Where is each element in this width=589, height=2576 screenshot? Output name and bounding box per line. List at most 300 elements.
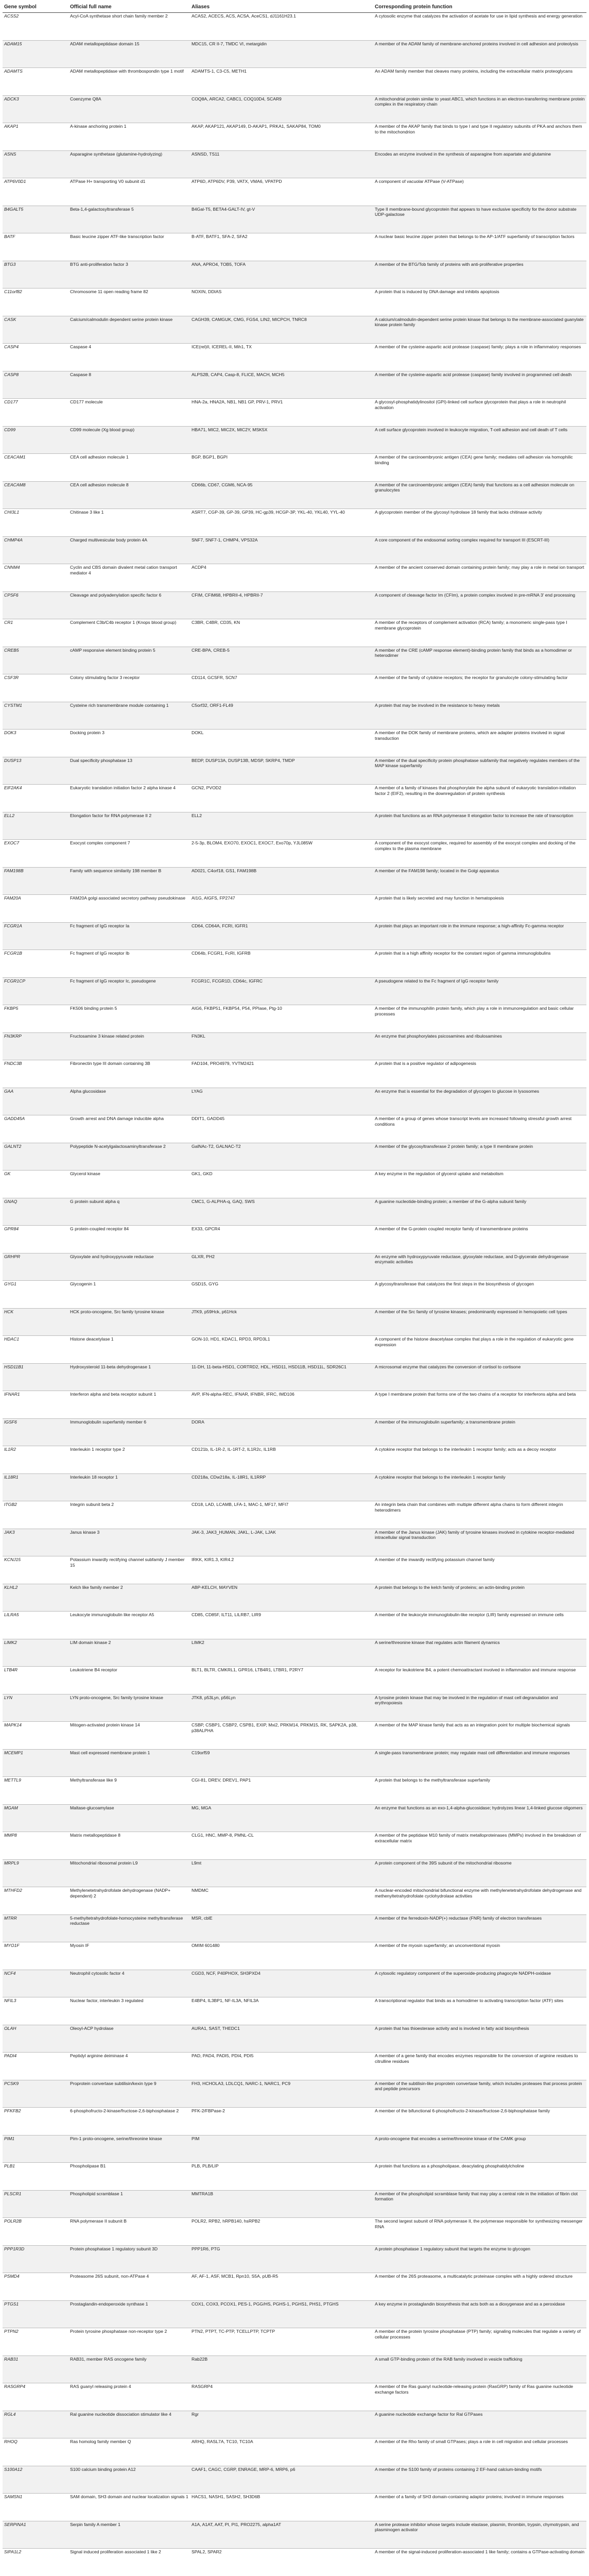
aliases-cell: CGI-81, DREV, DREV1, PAP1	[190, 1777, 373, 1805]
gene-symbol-cell: IFNAR1	[3, 1391, 68, 1419]
table-row	[3, 2466, 586, 2494]
official-name-cell: Basic leucine zipper ATF-like transcription factor	[68, 233, 190, 261]
function-cell: A member of the myosin superfamily; an unconventional myosin	[373, 1942, 586, 1970]
official-name-cell: Oleoyl-ACP hydrolase	[68, 2025, 190, 2053]
gene-symbol-cell: AKAP1	[3, 123, 68, 151]
header-aliases: Aliases	[190, 3, 373, 13]
aliases-cell: JAK-3, JAK3_HUMAN, JAKL, L-JAK, LJAK	[190, 1529, 373, 1556]
official-name-cell: Fc fragment of IgG receptor Ia	[68, 922, 190, 950]
table-row	[3, 2190, 586, 2218]
aliases-cell: ARHQ, RASL7A, TC10, TC10A	[190, 2438, 373, 2466]
official-name-cell: Ral guanine nucleotide dissociation stimulator like 4	[68, 2411, 190, 2438]
aliases-cell: GCN2, PVOD2	[190, 785, 373, 812]
gene-symbol-cell: PPP1R3D	[3, 2245, 68, 2273]
gene-symbol-cell: POLR2B	[3, 2218, 68, 2246]
gene-symbol-cell: CNNM4	[3, 564, 68, 592]
table-row	[3, 2108, 586, 2136]
aliases-cell: CD64b, FCGR1, FcRI, IGFRB	[190, 950, 373, 978]
function-cell: An enzyme that is essential for the degradation of glycogen to glucose in lysosomes	[373, 1088, 586, 1115]
aliases-cell: B4Gal-T5, BETA4-GALT-IV, gt-V	[190, 206, 373, 233]
table-row	[3, 95, 586, 123]
function-cell: A member of the Ras guanyl nucleotide-releasing protein (RasGRP) family of Ras guanine nucleotide exchange factors	[373, 2383, 586, 2411]
function-cell: A single-pass transmembrane protein; may regulate mast cell differentiation and immune responses	[373, 1749, 586, 1777]
function-cell: A pseudogene related to the Fc fragment of IgG receptor family	[373, 977, 586, 1005]
gene-symbol-cell: NCF4	[3, 1970, 68, 1997]
table-row	[3, 1308, 586, 1336]
gene-symbol-cell: BTG3	[3, 261, 68, 289]
table-row	[3, 1336, 586, 1364]
official-name-cell: RAB31, member RAS oncogene family	[68, 2355, 190, 2383]
aliases-cell: AURA1, SAST, THEDC1	[190, 2025, 373, 2053]
gene-symbol-cell: RGL4	[3, 2411, 68, 2438]
gene-symbol-cell: MTHFD2	[3, 1887, 68, 1915]
official-name-cell: Dual specificity phosphatase 13	[68, 757, 190, 785]
official-name-cell: G protein-coupled receptor 84	[68, 1226, 190, 1253]
official-name-cell: LIM domain kinase 2	[68, 1639, 190, 1667]
table-row	[3, 371, 586, 399]
official-name-cell: Cleavage and polyadenylation specific factor 6	[68, 591, 190, 619]
aliases-cell: PTN2, PTPT, TC-PTP, TCELLPTP, TCPTP	[190, 2328, 373, 2356]
table-row	[3, 1005, 586, 1033]
function-cell: A member of the cysteine-aspartic acid protease (caspase) family involved in programmed cell death	[373, 371, 586, 399]
gene-symbol-cell: CD99	[3, 426, 68, 454]
function-cell: A member of the DOK family of membrane proteins, which are adapter proteins involved in signal transduction	[373, 730, 586, 757]
table-row	[3, 2025, 586, 2053]
aliases-cell: OMIM 601480	[190, 1942, 373, 1970]
function-cell: A member of the 26S proteasome, a multicatalytic proteinase complex with a highly ordered structure	[373, 2273, 586, 2301]
aliases-cell: CD18, LAD, LCAMB, LFA-1, MAC-1, MF17, MFI7	[190, 1501, 373, 1529]
aliases-cell: AD021, C4orf18, GS1, FAM198B	[190, 867, 373, 895]
table-row	[3, 2328, 586, 2356]
official-name-cell: Fc fragment of IgG receptor Ib	[68, 950, 190, 978]
aliases-cell: CAGH39, CAMGUK, CMG, FGS4, LIN2, MICPCH, TNRC8	[190, 316, 373, 344]
table-row	[3, 1226, 586, 1253]
function-cell: A transcriptional regulator that binds as a homodimer to activating transcription factor (ATF) sites	[373, 1997, 586, 2025]
official-name-cell: 6-phosphofructo-2-kinase/fructose-2,6-biphosphatase 2	[68, 2108, 190, 2136]
gene-symbol-cell: IGSF6	[3, 1418, 68, 1446]
function-cell: A core component of the endosomal sorting complex required for transport III (ESCRT-III)	[373, 536, 586, 564]
official-name-cell: Fructosamine 3 kinase related protein	[68, 1032, 190, 1060]
function-cell: A protein component of the 39S subunit of the mitochondrial ribosome	[373, 1859, 586, 1887]
official-name-cell: Complement C3b/C4b receptor 1 (Knops blood group)	[68, 619, 190, 647]
aliases-cell: JTK9, p59Hck, p61Hck	[190, 1308, 373, 1336]
official-name-cell: Chromosome 11 open reading frame 82	[68, 289, 190, 316]
function-cell: A member of the ADAM family of membrane-anchored proteins involved in cell adhesion and proteolysis	[373, 40, 586, 68]
table-row	[3, 2080, 586, 2108]
aliases-cell: COX1, COX3, PCOX1, PES-1, PGG/HS, PGHS-1, PGHS1, PHS1, PTGHS	[190, 2300, 373, 2328]
table-row	[3, 840, 586, 868]
aliases-cell: BLT1, BLTR, CMKRL1, GPR16, LTB4R1, LTBR1, P2RY7	[190, 1667, 373, 1694]
official-name-cell: Peptidyl arginine deiminase 4	[68, 2053, 190, 2080]
gene-symbol-cell: GNAQ	[3, 1198, 68, 1226]
table-row	[3, 2383, 586, 2411]
function-cell: A member of the signal-induced proliferation-associated 1 like family; contains a GTPase-activating domain	[373, 2549, 586, 2576]
gene-symbol-cell: EIF2AK4	[3, 785, 68, 812]
gene-symbol-cell: ADCK3	[3, 95, 68, 123]
aliases-cell: POLR2, RPB2, hRPB140, hsRPB2	[190, 2218, 373, 2246]
gene-symbol-cell: EXOC7	[3, 840, 68, 868]
table-row	[3, 261, 586, 289]
table-row	[3, 702, 586, 730]
aliases-cell: RASGRP4	[190, 2383, 373, 2411]
gene-symbol-cell: CHI3L1	[3, 509, 68, 537]
gene-symbol-cell: HDAC1	[3, 1336, 68, 1364]
function-cell: A member of the bifunctional 6-phosphofructo-2-kinase/fructose-2,6-biphosphatase family	[373, 2108, 586, 2136]
aliases-cell: AKAP, AKAP121, AKAP149, D-AKAP1, PRKA1, SAKAP84, TOM0	[190, 123, 373, 151]
table-row	[3, 150, 586, 178]
official-name-cell: HCK proto-oncogene, Src family tyrosine kinase	[68, 1308, 190, 1336]
table-row	[3, 1171, 586, 1198]
aliases-cell: NOXIN, DDIAS	[190, 289, 373, 316]
aliases-cell: CD66b, CD67, CGM6, NCA-95	[190, 481, 373, 509]
gene-symbol-cell: C11orf82	[3, 289, 68, 316]
function-cell: A member of the carcinoembryonic antigen (CEA) gene family; mediates cell adhesion via homophilic binding	[373, 454, 586, 482]
aliases-cell: LIMK2	[190, 1639, 373, 1667]
table-row	[3, 1391, 586, 1419]
gene-symbol-cell: KCNJ15	[3, 1556, 68, 1584]
gene-symbol-cell: MRPL9	[3, 1859, 68, 1887]
official-name-cell: CD177 molecule	[68, 399, 190, 427]
gene-symbol-cell: IL18R1	[3, 1473, 68, 1501]
function-cell: Type II membrane-bound glycoprotein that appears to have exclusive specificity for the donor substrate UDP-galactose	[373, 206, 586, 233]
table-row	[3, 1914, 586, 1942]
official-name-cell: Glyoxylate and hydroxypyruvate reductase	[68, 1253, 190, 1281]
function-cell: A component of cleavage factor Im (CFIm), a protein complex involved in pre-mRNA 3' end processing	[373, 591, 586, 619]
gene-symbol-cell: SAMSN1	[3, 2494, 68, 2521]
function-cell: A member of the MAP kinase family that acts as an integration point for multiple biochemical signals	[373, 1722, 586, 1750]
table-row	[3, 481, 586, 509]
official-name-cell: ATPase H+ transporting V0 subunit d1	[68, 178, 190, 206]
function-cell: A glycosyl-phosphatidylinositol (GPI)-linked cell surface glycoprotein that plays a role in neutrophil activation	[373, 399, 586, 427]
table-row	[3, 895, 586, 923]
gene-symbol-cell: MGAM	[3, 1804, 68, 1832]
function-cell: A guanine nucleotide exchange factor for Ral GTPases	[373, 2411, 586, 2438]
header-gene-symbol: Gene symbol	[3, 3, 68, 13]
aliases-cell: HACS1, NASH1, SASH2, SH3D6B	[190, 2494, 373, 2521]
aliases-cell: CD121b, IL-1R-2, IL-1RT-2, IL1R2c, IL1RB	[190, 1446, 373, 1474]
aliases-cell: 11-DH, 11-beta-HSD1, CORTRD2, HDL, HSD11, HSD11B, HSD11L, SDR26C1	[190, 1363, 373, 1391]
aliases-cell: FH3, HCHOLA3, LDLCQ1, NARC-1, NARC1, PC9	[190, 2080, 373, 2108]
function-cell: A member of the Src family of tyrosine kinases; predominantly expressed in hemopoietic cell types	[373, 1308, 586, 1336]
table-row	[3, 426, 586, 454]
table-row	[3, 1418, 586, 1446]
gene-symbol-cell: LILRA5	[3, 1612, 68, 1639]
aliases-cell: ADAMTS-1, C3-C5, METH1	[190, 68, 373, 96]
gene-symbol-cell: SIPA1L2	[3, 2549, 68, 2576]
table-row	[3, 1694, 586, 1722]
header-official-full-name: Official full name	[68, 3, 190, 13]
function-cell: A nuclear basic leucine zipper protein that belongs to the AP-1/ATF superfamily of transcription factors	[373, 233, 586, 261]
aliases-cell: CMC1, G-ALPHA-q, GAQ, SWS	[190, 1198, 373, 1226]
aliases-cell: NMDMC	[190, 1887, 373, 1915]
table-row	[3, 1501, 586, 1529]
function-cell: A member of the CRE (cAMP response element)-binding protein family that binds as a homodimer or heterodimer	[373, 647, 586, 674]
function-cell: A serine protease inhibitor whose targets include elastase, plasmin, thrombin, trypsin, chymotrypsin, and plasminogen activator	[373, 2521, 586, 2549]
function-cell: A protein that belongs to the methyltransferase superfamily	[373, 1777, 586, 1805]
table-row	[3, 233, 586, 261]
gene-symbol-cell: RASGRP4	[3, 2383, 68, 2411]
function-cell: A member of the BTG/Tob family of proteins with anti-proliferative properties	[373, 261, 586, 289]
official-name-cell: Fibronectin type III domain containing 3B	[68, 1060, 190, 1088]
aliases-cell: CFIM, CFIM68, HPBRII-4, HPBRII-7	[190, 591, 373, 619]
function-cell: A member of a gene family that encodes enzymes responsible for the conversion of arginine residues to citrulline residues	[373, 2053, 586, 2080]
aliases-cell: AVP, IFN-alpha-REC, IFNAR, IFNBR, IFRC, IMD106	[190, 1391, 373, 1419]
official-name-cell: Proprotein convertase subtilisin/kexin type 9	[68, 2080, 190, 2108]
function-cell: A guanine nucleotide-binding protein; a member of the G-alpha subunit family	[373, 1198, 586, 1226]
official-name-cell: CD99 molecule (Xg blood group)	[68, 426, 190, 454]
aliases-cell: E4BP4, IL3BP1, NF-IL3A, NFIL3A	[190, 1997, 373, 2025]
official-name-cell: Serpin family A member 1	[68, 2521, 190, 2549]
table-row	[3, 757, 586, 785]
aliases-cell: CGD3, NCF, P40PHOX, SH3PXD4	[190, 1970, 373, 1997]
table-row	[3, 1832, 586, 1860]
table-row	[3, 1253, 586, 1281]
table-row	[3, 812, 586, 840]
table-row	[3, 206, 586, 233]
official-name-cell: Maltase-glucoamylase	[68, 1804, 190, 1832]
official-name-cell: Interleukin 1 receptor type 2	[68, 1446, 190, 1474]
function-cell: A protein that functions as a phospholipase, deacylating phosphatidylcholine	[373, 2163, 586, 2191]
table-row	[3, 1859, 586, 1887]
function-cell: An ADAM family member that cleaves many proteins, including the extracellular matrix proteoglycans	[373, 68, 586, 96]
gene-symbol-cell: S100A12	[3, 2466, 68, 2494]
header-protein-function: Corresponding protein function	[373, 3, 586, 13]
official-name-cell: Caspase 8	[68, 371, 190, 399]
official-name-cell: Leukotriene B4 receptor	[68, 1667, 190, 1694]
function-cell: A member of the family of cytokine receptors; the receptor for granulocyte colony-stimulating factor	[373, 674, 586, 702]
official-name-cell: RAS guanyl releasing protein 4	[68, 2383, 190, 2411]
function-cell: A member of the protein tyrosine phosphatase (PTP) family; signaling molecules that regulate a variety of cellular processes	[373, 2328, 586, 2356]
gene-symbol-cell: PADI4	[3, 2053, 68, 2080]
official-name-cell: Exocyst complex component 7	[68, 840, 190, 868]
table-row	[3, 1970, 586, 1997]
gene-symbol-cell: MYO1F	[3, 1942, 68, 1970]
official-name-cell: Beta-1,4-galactosyltransferase 5	[68, 206, 190, 233]
table-row	[3, 289, 586, 316]
table-row	[3, 674, 586, 702]
aliases-cell: CD218a, CDw218a, IL-18R1, IL1RRP	[190, 1473, 373, 1501]
official-name-cell: G protein subunit alpha q	[68, 1198, 190, 1226]
gene-symbol-cell: RHOQ	[3, 2438, 68, 2466]
gene-symbol-cell: MTRR	[3, 1914, 68, 1942]
aliases-cell: C19orf59	[190, 1749, 373, 1777]
gene-symbol-cell: METTL9	[3, 1777, 68, 1805]
official-name-cell: FK506 binding protein 5	[68, 1005, 190, 1033]
function-cell: A protein that plays an important role in the immune response; a high-affinity Fc-gamma receptor	[373, 922, 586, 950]
function-cell: A serine/threonine kinase that regulates actin filament dynamics	[373, 1639, 586, 1667]
gene-symbol-cell: CYSTM1	[3, 702, 68, 730]
aliases-cell: LYAG	[190, 1088, 373, 1115]
table-row	[3, 123, 586, 151]
official-name-cell: Mitochondrial ribosomal protein L9	[68, 1859, 190, 1887]
gene-symbol-cell: FCGR1A	[3, 922, 68, 950]
official-name-cell: Acyl-CoA synthetase short chain family member 2	[68, 13, 190, 41]
official-name-cell: Methylenetetrahydrofolate dehydrogenase (NADP+ dependent) 2	[68, 1887, 190, 1915]
official-name-cell: Protein phosphatase 1 regulatory subunit 3D	[68, 2245, 190, 2273]
gene-symbol-cell: GALNT2	[3, 1143, 68, 1171]
table-row	[3, 1777, 586, 1805]
aliases-cell: SPAL2, SPAR2	[190, 2549, 373, 2576]
function-cell: A member of the immunophilin protein family, which play a role in immunoregulation and basic cellular processes	[373, 1005, 586, 1033]
function-cell: A protein that is a high affinity receptor for the constant region of gamma immunoglobulins	[373, 950, 586, 978]
gene-symbol-cell: PTGS1	[3, 2300, 68, 2328]
function-cell: A proto-oncogene that encodes a serine/threonine kinase of the CAMK group	[373, 2135, 586, 2163]
aliases-cell: ACAS2, ACECS, ACS, ACSA, AceCS1, dJ1161H23.1	[190, 13, 373, 41]
aliases-cell: FAD104, PRO4979, YVTM2421	[190, 1060, 373, 1088]
table-row	[3, 1032, 586, 1060]
gene-symbol-cell: ASNS	[3, 150, 68, 178]
function-cell: A key enzyme in prostaglandin biosynthesis that acts both as a dioxygenase and as a peroxidase	[373, 2300, 586, 2328]
aliases-cell: Rab22B	[190, 2355, 373, 2383]
function-cell: A protein that is induced by DNA damage and inhibits apoptosis	[373, 289, 586, 316]
aliases-cell: MMTRA1B	[190, 2190, 373, 2218]
official-name-cell: Proteasome 26S subunit, non-ATPase 4	[68, 2273, 190, 2301]
function-cell: A protein that is likely secreted and may function in hematopoiesis	[373, 895, 586, 923]
gene-symbol-cell: LTB4R	[3, 1667, 68, 1694]
function-cell: A glycosyltransferase that catalyzes the first steps in the biosynthesis of glycogen	[373, 1281, 586, 1309]
gene-symbol-cell: PFKFB2	[3, 2108, 68, 2136]
table-row	[3, 40, 586, 68]
function-cell: A member of the phospholipid scramblase family that may play a central role in the initiation of fibrin clot formation	[373, 2190, 586, 2218]
official-name-cell: Interferon alpha and beta receptor subunit 1	[68, 1391, 190, 1419]
function-cell: A member of a family of SH3 domain-containing adaptor proteins; involved in immune responses	[373, 2494, 586, 2521]
function-cell: A cell surface glycoprotein involved in leukocyte migration, T-cell adhesion and cell death of T cells	[373, 426, 586, 454]
aliases-cell: HNA-2a, HNA2A, NB1, NB1 GP, PRV-1, PRV1	[190, 399, 373, 427]
official-name-cell: Asparagine synthetase (glutamine-hydrolyzing)	[68, 150, 190, 178]
gene-symbol-cell: HSD11B1	[3, 1363, 68, 1391]
function-cell: A protein that functions as an RNA polymerase II elongation factor to increase the rate of transcription	[373, 812, 586, 840]
official-name-cell: Calcium/calmodulin dependent serine protein kinase	[68, 316, 190, 344]
official-name-cell: Methyltransferase like 9	[68, 1777, 190, 1805]
official-name-cell: A-kinase anchoring protein 1	[68, 123, 190, 151]
gene-symbol-cell: CHMP4A	[3, 536, 68, 564]
official-name-cell: Signal induced proliferation associated 1 like 2	[68, 2549, 190, 2576]
aliases-cell: ASRT7, CGP-39, GP-39, GP39, HC-gp39, HCGP-3P, YKL-40, YKL40, YYL-40	[190, 509, 373, 537]
official-name-cell: Nuclear factor, interleukin 3 regulated	[68, 1997, 190, 2025]
aliases-cell: CAAF1, CAGC, CGRP, ENRAGE, MRP-6, MRP6, p6	[190, 2466, 373, 2494]
gene-symbol-cell: OLAH	[3, 2025, 68, 2053]
gene-symbol-cell: PIM1	[3, 2135, 68, 2163]
table-row	[3, 619, 586, 647]
official-name-cell: SAM domain, SH3 domain and nuclear localization signals 1	[68, 2494, 190, 2521]
table-row	[3, 867, 586, 895]
official-name-cell: Fc fragment of IgG receptor Ic, pseudogene	[68, 977, 190, 1005]
aliases-cell: GON-10, HD1, KDAC1, RPD3, RPD3L1	[190, 1336, 373, 1364]
function-cell: An enzyme that functions as an exo-1,4-alpha-glucosidase; hydrolyzes linear 1,4-linked glucose oligomers	[373, 1804, 586, 1832]
table-row	[3, 950, 586, 978]
function-cell: A member of the receptors of complement activation (RCA) family; a monomeric single-pass type I membrane glycoprotein	[373, 619, 586, 647]
gene-symbol-cell: SERPINA1	[3, 2521, 68, 2549]
aliases-cell: PLB, PLB/LIP	[190, 2163, 373, 2191]
gene-symbol-cell: MAPK14	[3, 1722, 68, 1750]
table-row	[3, 977, 586, 1005]
function-cell: A member of a group of genes whose transcript levels are increased following stressful growth arrest conditions	[373, 1115, 586, 1143]
table-row	[3, 1612, 586, 1639]
table-row	[3, 1667, 586, 1694]
gene-symbol-cell: DUSP13	[3, 757, 68, 785]
gene-symbol-cell: GRHPR	[3, 1253, 68, 1281]
aliases-cell: PFK-2/FBPase-2	[190, 2108, 373, 2136]
table-row	[3, 1143, 586, 1171]
table-row	[3, 344, 586, 371]
function-cell: An enzyme that phosphorylates psicosamines and ribulosamines	[373, 1032, 586, 1060]
aliases-cell: AF, AF-1, ASF, MCB1, Rpn10, S5A, pUB-R5	[190, 2273, 373, 2301]
aliases-cell: CD114, GCSFR, SCN7	[190, 674, 373, 702]
gene-symbol-cell: PTPN2	[3, 2328, 68, 2356]
aliases-cell: PAD, PAD4, PADI5, PDI4, PDI5	[190, 2053, 373, 2080]
table-row	[3, 1281, 586, 1309]
official-name-cell: Caspase 4	[68, 344, 190, 371]
official-name-cell: Potassium inwardly rectifying channel subfamily J member 15	[68, 1556, 190, 1584]
function-cell: The second largest subunit of RNA polymerase II, the polymerase responsible for synthesizing messenger RNA	[373, 2218, 586, 2246]
aliases-cell: C3BR, C4BR, CD35, KN	[190, 619, 373, 647]
aliases-cell: ALPS2B, CAP4, Casp-8, FLICE, MACH, MCH5	[190, 371, 373, 399]
function-cell: A cytokine receptor that belongs to the interleukin 1 receptor family; acts as a decoy receptor	[373, 1446, 586, 1474]
gene-symbol-cell: FAM20A	[3, 895, 68, 923]
function-cell: A member of the cysteine-aspartic acid protease (caspase) family; plays a role in inflammatory responses	[373, 344, 586, 371]
gene-symbol-cell: BATF	[3, 233, 68, 261]
function-cell: A member of the ferredoxin-NADP(+) reductase (FNR) family of electron transferases	[373, 1914, 586, 1942]
table-row	[3, 536, 586, 564]
gene-symbol-cell: FCGR1CP	[3, 977, 68, 1005]
official-name-cell: Elongation factor for RNA polymerase II 2	[68, 812, 190, 840]
official-name-cell: Leukocyte immunoglobulin like receptor A5	[68, 1612, 190, 1639]
function-cell: A member of the subtilisin-like proprotein convertase family, which includes proteases that process protein and peptide precursors	[373, 2080, 586, 2108]
function-cell: A member of the Rho family of small GTPases; plays a role in cell migration and cellular processes	[373, 2438, 586, 2466]
function-cell: A member of the carcinoembryonic antigen (CEA) family that functions as a cell adhesion molecule on granulocytes	[373, 481, 586, 509]
gene-symbol-cell: FN3KRP	[3, 1032, 68, 1060]
table-row	[3, 1639, 586, 1667]
official-name-cell: Growth arrest and DNA damage inducible alpha	[68, 1115, 190, 1143]
table-row	[3, 2135, 586, 2163]
table-row	[3, 785, 586, 812]
function-cell: A member of the ancient conserved domain containing protein family; may play a role in metal ion transport	[373, 564, 586, 592]
aliases-cell: B-ATF, BATF1, SFA-2, SFA2	[190, 233, 373, 261]
aliases-cell: BGP, BGP1, BGPI	[190, 454, 373, 482]
table-row	[3, 399, 586, 427]
official-name-cell: S100 calcium binding protein A12	[68, 2466, 190, 2494]
function-cell: A mitochondrial protein similar to yeast ABC1, which functions in an electron-transferring membrane protein complex in the respiratory chain	[373, 95, 586, 123]
official-name-cell: CEA cell adhesion molecule 1	[68, 454, 190, 482]
table-row	[3, 178, 586, 206]
function-cell: A protein that may be involved in the resistance to heavy metals	[373, 702, 586, 730]
function-cell: A member of the leukocyte immunoglobulin-like receptor (LIR) family expressed on immune cells	[373, 1612, 586, 1639]
gene-symbol-cell: HCK	[3, 1308, 68, 1336]
gene-symbol-cell: DOK3	[3, 730, 68, 757]
table-row	[3, 1749, 586, 1777]
official-name-cell: Prostaglandin-endoperoxide synthase 1	[68, 2300, 190, 2328]
aliases-cell: ELL2	[190, 812, 373, 840]
gene-symbol-cell: ELL2	[3, 812, 68, 840]
function-cell: A protein that has thioesterase activity and is involved in fatty acid biosynthesis	[373, 2025, 586, 2053]
table-row	[3, 1997, 586, 2025]
gene-symbol-cell: CREB5	[3, 647, 68, 674]
aliases-cell: A1A, A1AT, AAT, PI, PI1, PRO2275, alpha1AT	[190, 2521, 373, 2549]
aliases-cell: AI1G, AIGFS, FP2747	[190, 895, 373, 923]
gene-symbol-cell: FNDC3B	[3, 1060, 68, 1088]
function-cell: A glycoprotein member of the glycosyl hydrolase 18 family that lacks chitinase activity	[373, 509, 586, 537]
gene-symbol-cell: FAM198B	[3, 867, 68, 895]
gene-symbol-cell: CEACAM8	[3, 481, 68, 509]
function-cell: A nuclear-encoded mitochondrial bifunctional enzyme with methylenetetrahydrofolate dehydrogenase and methenyltetrahydrofolate cyclohydrolase activities	[373, 1887, 586, 1915]
aliases-cell: ATP6D, ATP6DV, P39, VATX, VMA6, VPATPD	[190, 178, 373, 206]
aliases-cell: COQ8A, ARCA2, CABC1, COQ10D4, SCAR9	[190, 95, 373, 123]
function-cell: A type I membrane protein that forms one of the two chains of a receptor for interferons alpha and beta	[373, 1391, 586, 1419]
aliases-cell: JTK8, p53Lyn, p56Lyn	[190, 1694, 373, 1722]
gene-symbol-cell: PLB1	[3, 2163, 68, 2191]
gene-symbol-cell: B4GALT5	[3, 206, 68, 233]
official-name-cell: Eukaryotic translation initiation factor 2 alpha kinase 4	[68, 785, 190, 812]
